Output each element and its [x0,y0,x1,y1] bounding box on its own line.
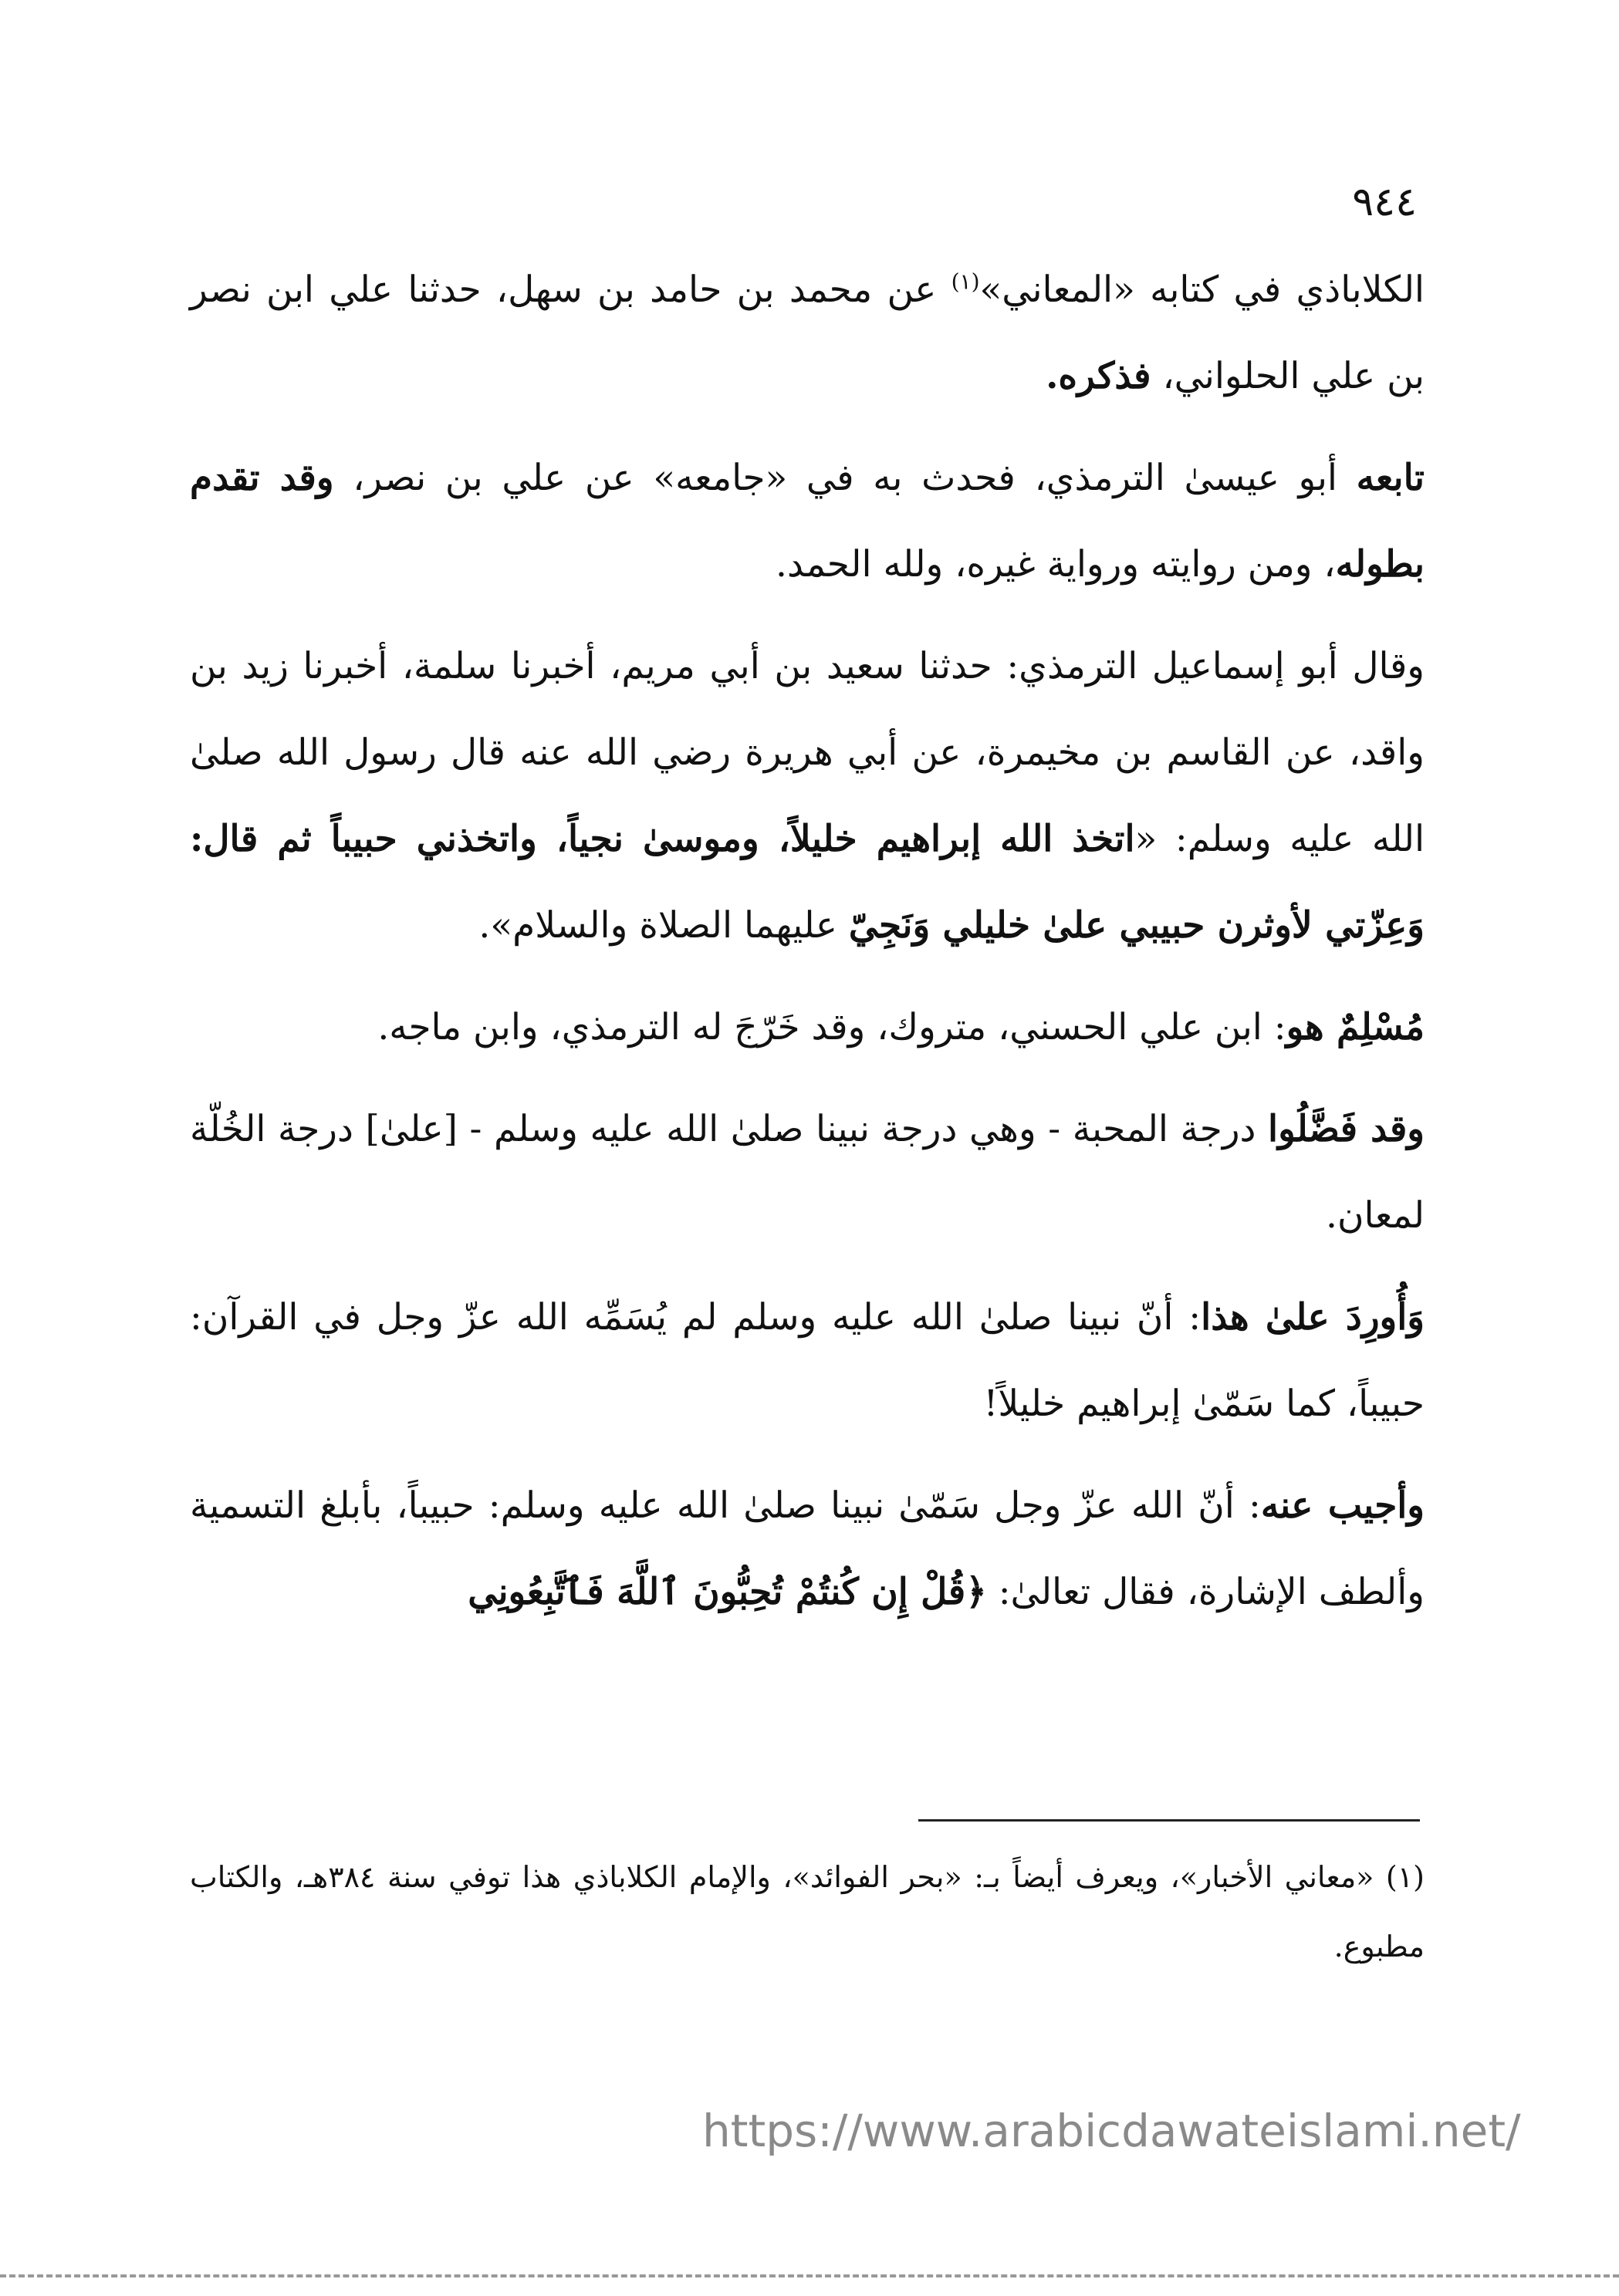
paragraph-text: : ابن علي الحسني، متروك، وقد خَرّجَ له الترمذي، وابن ماجه. [377,1006,1286,1048]
footnote-ref: (١) [951,268,980,295]
bold-text: وَأُورِدَ علىٰ هذا [1201,1296,1425,1339]
paragraph-text: الكلاباذي في كتابه «المعاني» [979,268,1425,311]
paragraph-1 [190,247,1425,420]
paragraph-4 [190,984,1425,1071]
paragraph-text: درجة المحبة - وهي درجة نبينا صلىٰ الله عليه وسلم - [علىٰ] درجة الخُلّة لمعان. [190,1108,1425,1237]
bold-text: وقد تقدم بطوله [190,457,1425,586]
page-number: ٩٤٤ [1352,179,1417,225]
bold-text: تابعه [1356,457,1425,499]
footnote-divider [918,1819,1420,1822]
footnote: (١) «معاني الأخبار»، ويعرف أيضاً بـ: «بحر الفوائد»، والإمام الكلاباذي هذا توفي سنة ٣٨٤هـ، والكتاب مطبوع. [190,1860,1425,1963]
hadith-text: اتخذ الله إبراهيم خليلاً، وموسىٰ نجياً، واتخذني حبيباً ثم قال: وَعِزّتي لأوثرن حبيبي علىٰ خليلي وَنَجِيّ [190,818,1425,947]
scan-border [0,2274,1619,2277]
paragraph-text: أبو عيسىٰ الترمذي، فحدث به في «جامعه» عن علي بن نصر، [333,457,1357,499]
paragraph-5 [190,1086,1425,1259]
paragraph-text: عليهما الصلاة والسلام». [478,904,849,947]
paragraph-text: : أنّ نبينا صلىٰ الله عليه وسلم لم يُسَمِّه الله عزّ وجل في القرآن: حبيباً، كما سَمّىٰ إبراهيم خليلاً! [190,1296,1425,1425]
bold-text: وأجيب عنه [1260,1484,1425,1527]
paragraph-text: ، ومن روايته ورواية غيره، ولله الحمد. [776,543,1336,586]
paragraph-3 [190,623,1425,969]
paragraph-text: وقال أبو إسماعيل الترمذي: حدثنا سعيد بن أبي مريم، أخبرنا سلمة، أخبرنا زيد بن واقد، عن القاسم بن مخيمرة، عن أبي هريرة رضي الله عنه قال رسول الله صلىٰ الله عليه وسلم: « [190,645,1425,860]
paragraph-2 [190,435,1425,608]
bold-text: وقد فَضَّلُوا [1268,1108,1425,1150]
paragraph-text: : أنّ الله عزّ وجل سَمّىٰ نبينا صلىٰ الله عليه وسلم: حبيباً، بأبلغ التسمية وألطف الإشارة، فقال تعالىٰ: [190,1484,1425,1613]
paragraph-text: عن محمد بن حامد بن سهل، حدثنا علي ابن نصر بن علي الحلواني، [190,268,1425,397]
bold-text: مُسْلِمٌ هو [1286,1006,1425,1048]
paragraph-7 [190,1463,1425,1636]
quran-verse: ﴿قُلْ إِن كُنتُمْ تُحِبُّونَ ٱللَّهَ فَٱتَّبِعُونِي [468,1571,987,1613]
paragraph-6 [190,1275,1425,1447]
main-text [190,247,1425,1651]
bold-text: فذكره. [1046,355,1151,397]
watermark-url: https://www.arabicdawateislami.net/ [702,2105,1521,2157]
